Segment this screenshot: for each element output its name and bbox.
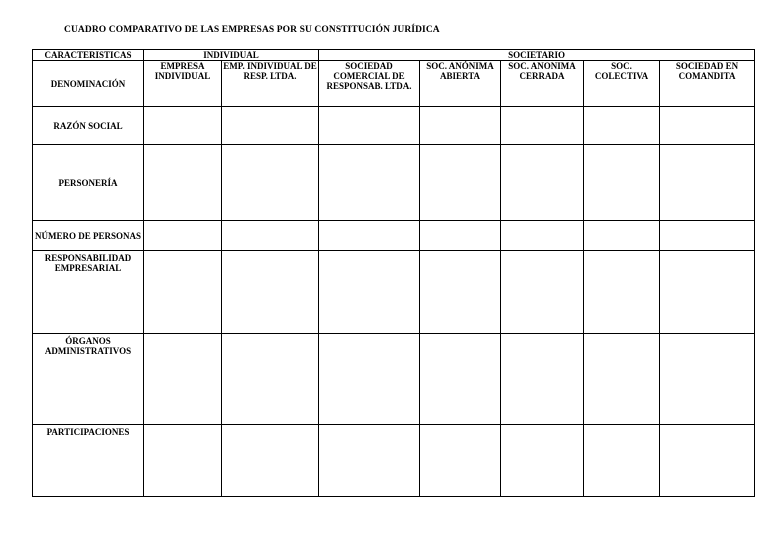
table-row [33, 251, 755, 334]
table-cell [584, 107, 660, 145]
column-header-soc-colectiva: SOC. COLECTIVA [584, 61, 660, 107]
table-row [33, 107, 755, 145]
comparison-table [32, 49, 755, 497]
table-cell [584, 334, 660, 425]
table-cell [319, 334, 420, 425]
table-cell [420, 425, 501, 497]
table-cell [319, 107, 420, 145]
column-header-row [33, 61, 755, 107]
column-header-emp-individual-resp-ltda: EMP. INDIVIDUAL DE RESP. LTDA. [222, 61, 319, 107]
row-label-participaciones: PARTICIPACIONES [33, 425, 144, 497]
table-row [33, 334, 755, 425]
table-cell [319, 251, 420, 334]
document-title: CUADRO COMPARATIVO DE LAS EMPRESAS POR SU CONSTITUCIÓN JURÍDICA [64, 25, 440, 35]
table-cell [222, 107, 319, 145]
column-header-soc-anonima-cerrada: SOC. ANONIMA CERRADA [501, 61, 584, 107]
table-cell [420, 107, 501, 145]
table-cell [501, 221, 584, 251]
row-label-razon-social: RAZÓN SOCIAL [33, 107, 144, 145]
table-cell [660, 145, 755, 221]
table-cell [420, 251, 501, 334]
table-cell [222, 145, 319, 221]
table-cell [144, 334, 222, 425]
row-label-personeria: PERSONERÍA [33, 145, 144, 221]
table-cell [584, 251, 660, 334]
table-cell [501, 145, 584, 221]
table-cell [319, 221, 420, 251]
table-cell [420, 334, 501, 425]
table-cell [222, 334, 319, 425]
table-cell [584, 221, 660, 251]
table-cell [222, 425, 319, 497]
table-cell [144, 107, 222, 145]
table-cell [660, 221, 755, 251]
column-header-soc-anonima-abierta: SOC. ANÓNIMA ABIERTA [420, 61, 501, 107]
table-cell [501, 334, 584, 425]
table-cell [222, 221, 319, 251]
table-cell [420, 145, 501, 221]
table-cell [144, 425, 222, 497]
row-label-numero-de-personas: NÚMERO DE PERSONAS [33, 221, 144, 251]
table-cell [660, 334, 755, 425]
row-label-responsabilidad-empresarial: RESPONSABILIDAD EMPRESARIAL [33, 251, 144, 334]
table-cell [144, 251, 222, 334]
corner-header: CARACTERISTICAS [33, 50, 144, 61]
group-header-societario: SOCIETARIO [319, 50, 755, 61]
table-row [33, 425, 755, 497]
table-cell [144, 221, 222, 251]
row-label-denominacion: DENOMINACIÓN [33, 61, 144, 107]
column-header-sociedad-comercial-resp-ltda: SOCIEDAD COMERCIAL DE RESPONSAB. LTDA. [319, 61, 420, 107]
table-cell [144, 145, 222, 221]
table-cell [501, 251, 584, 334]
column-header-sociedad-en-comandita: SOCIEDAD EN COMANDITA [660, 61, 755, 107]
row-label-organos-administrativos: ÓRGANOS ADMINISTRATIVOS [33, 334, 144, 425]
table-cell [501, 107, 584, 145]
table-cell [222, 251, 319, 334]
group-header-row [33, 50, 755, 61]
table-cell [584, 425, 660, 497]
table-cell [660, 107, 755, 145]
column-header-empresa-individual: EMPRESA INDIVIDUAL [144, 61, 222, 107]
table-row [33, 221, 755, 251]
table-row [33, 145, 755, 221]
table-cell [319, 425, 420, 497]
table-cell [660, 251, 755, 334]
table-cell [319, 145, 420, 221]
group-header-individual: INDIVIDUAL [144, 50, 319, 61]
table-cell [660, 425, 755, 497]
table-cell [501, 425, 584, 497]
table-cell [420, 221, 501, 251]
table-cell [584, 145, 660, 221]
